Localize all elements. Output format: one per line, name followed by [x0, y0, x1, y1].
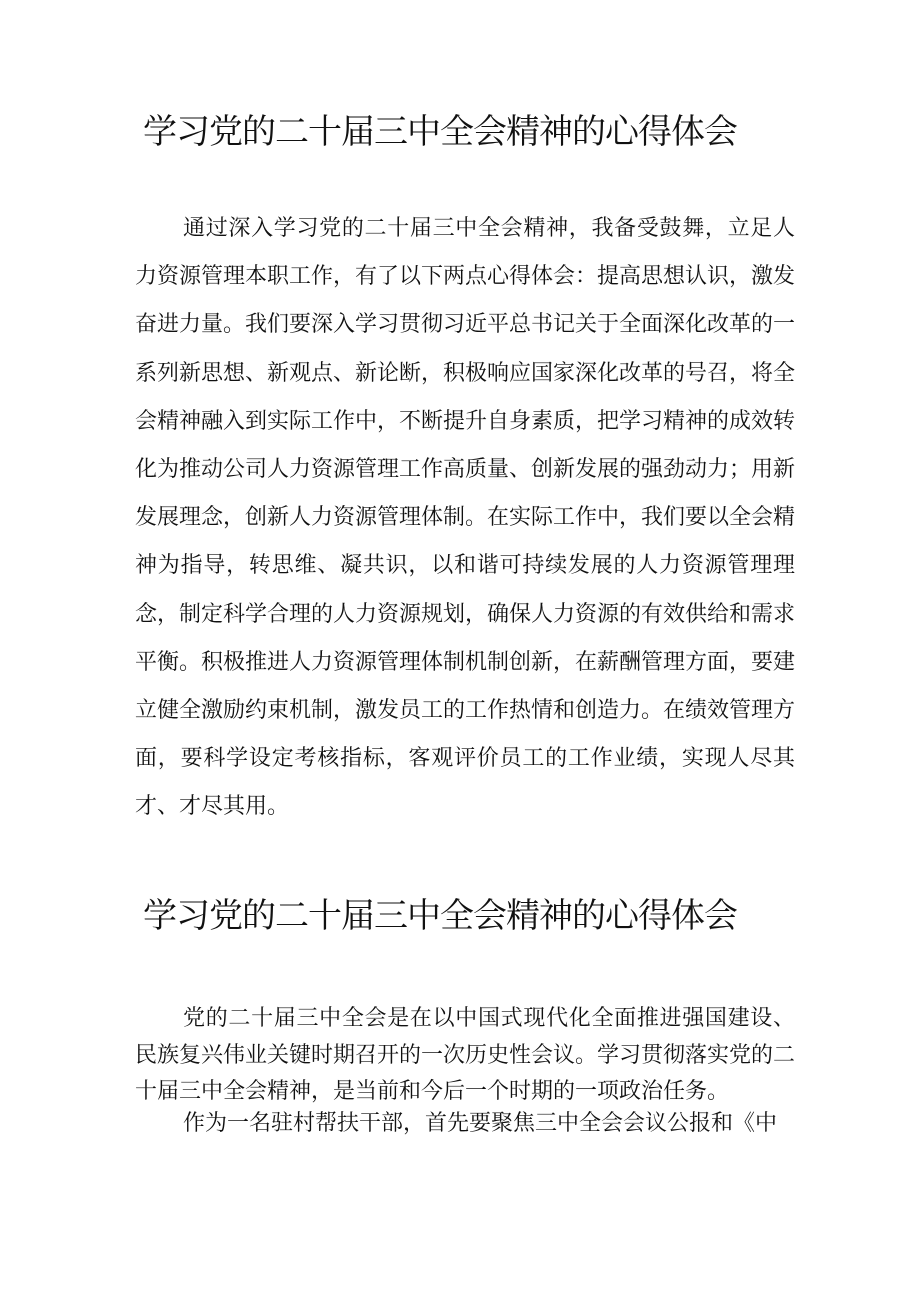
- article-paragraph: 作为一名驻村帮扶干部，首先要聚焦三中全会会议公报和《中: [183, 1111, 778, 1136]
- article-title: 学习党的二十届三中全会精神的心得体会: [143, 112, 737, 152]
- article-paragraph: 党的二十届三中全会是在以中国式现代化全面推进强国建设、民族复兴伟业关键时期召开的一次历史性会议。学习贯彻落实党的二十届三中全会精神，是当前和今后一个时期的一项政治任务。: [135, 1006, 796, 1104]
- article-title: 学习党的二十届三中全会精神的心得体会: [143, 896, 737, 936]
- article-paragraph: 通过深入学习党的二十届三中全会精神，我备受鼓舞，立足人力资源管理本职工作，有了以下两点心得体会：提高思想认识，激发奋进力量。我们要深入学习贯彻习近平总书记关于全面深化改革的一系列新思想、新观点、新论断，积极响应国家深化改革的号召，将全会精神融入到实际工作中，不断提升自身素质，把学习精神的成效转化为推动公司人力资源管理工作高质量、创新发展的强劲动力；用新发展理念，创新人力资源管理体制。在实际工作中，我们要以全会精神为指导，转思维、凝共识，以和谐可持续发展的人力资源管理理念，制定科学合理的人力资源规划，确保人力资源的有效供给和需求平衡。积极推进人力资源管理体制机制创新，在薪酬管理方面，要建立健全激励约束机制，激发员工的工作热情和创造力。在绩效管理方面，要科学设定考核指标，客观评价员工的工作业绩，实现人尽其才、才尽其用。: [135, 216, 796, 820]
